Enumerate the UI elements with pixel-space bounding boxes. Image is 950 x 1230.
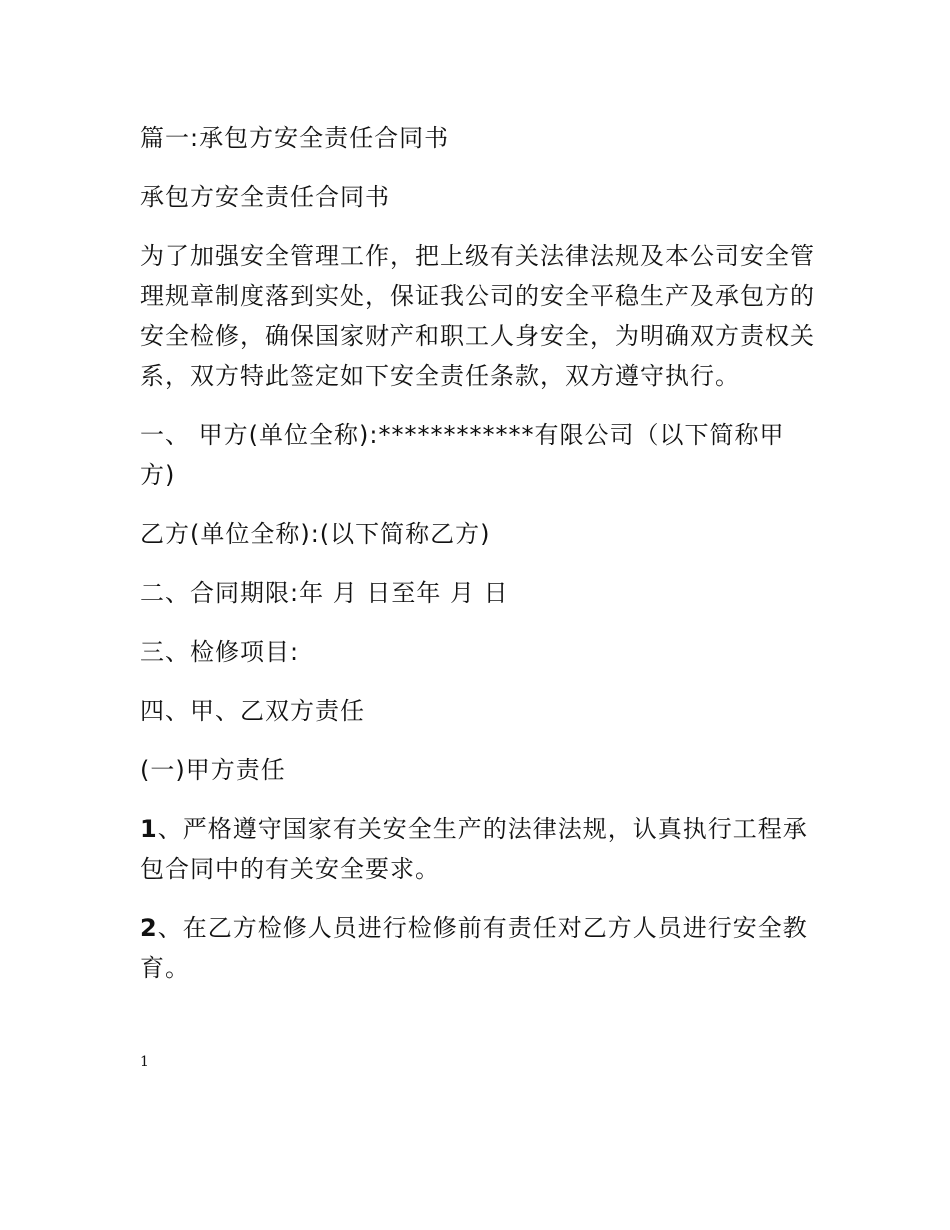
contract-term-clause	[140, 573, 816, 613]
responsibilities-heading	[140, 691, 816, 731]
party-a-clause	[140, 415, 816, 495]
intro-paragraph-text: 为了加强安全管理工作，把上级有关法律法规及本公司安全管理规章制度落到实处，保证我公司的安全平稳生产及承包方的安全检修，确保国家财产和职工人身安全，为明确双方责权关系，双方特此签定如下安全责任条款，双方遵守执行。	[140, 242, 815, 390]
contract-term-clause-text: 二、合同期限:年 月 日至年 月 日	[140, 579, 509, 607]
intro-paragraph	[140, 236, 816, 396]
item-number: 2	[140, 914, 158, 942]
party-a-responsibility-heading	[140, 750, 816, 790]
page-number: 1	[140, 1054, 149, 1070]
section-heading	[140, 118, 816, 158]
item-text: 、严格遵守国家有关安全生产的法律法规，认真执行工程承包合同中的有关安全要求。	[140, 815, 808, 883]
maintenance-items-clause	[140, 632, 816, 672]
party-a-clause-text: 一、 甲方(单位全称):************有限公司（以下简称甲方)	[140, 421, 785, 489]
responsibilities-heading-text: 四、甲、乙双方责任	[140, 697, 365, 725]
responsibility-item	[140, 809, 816, 889]
maintenance-items-clause-text: 三、检修项目:	[140, 638, 300, 666]
document-title-text: 承包方安全责任合同书	[140, 183, 390, 211]
party-a-responsibility-heading-text: (一)甲方责任	[140, 756, 286, 784]
document-body	[140, 118, 816, 1007]
party-b-clause-text: 乙方(单位全称):(以下简称乙方)	[140, 520, 491, 548]
item-text: 、在乙方检修人员进行检修前有责任对乙方人员进行安全教育。	[140, 914, 808, 982]
party-b-clause	[140, 514, 816, 554]
document-title	[140, 177, 816, 217]
responsibility-item	[140, 908, 816, 988]
item-number: 1	[140, 815, 158, 843]
section-heading-text: 篇一:承包方安全责任合同书	[140, 124, 450, 152]
